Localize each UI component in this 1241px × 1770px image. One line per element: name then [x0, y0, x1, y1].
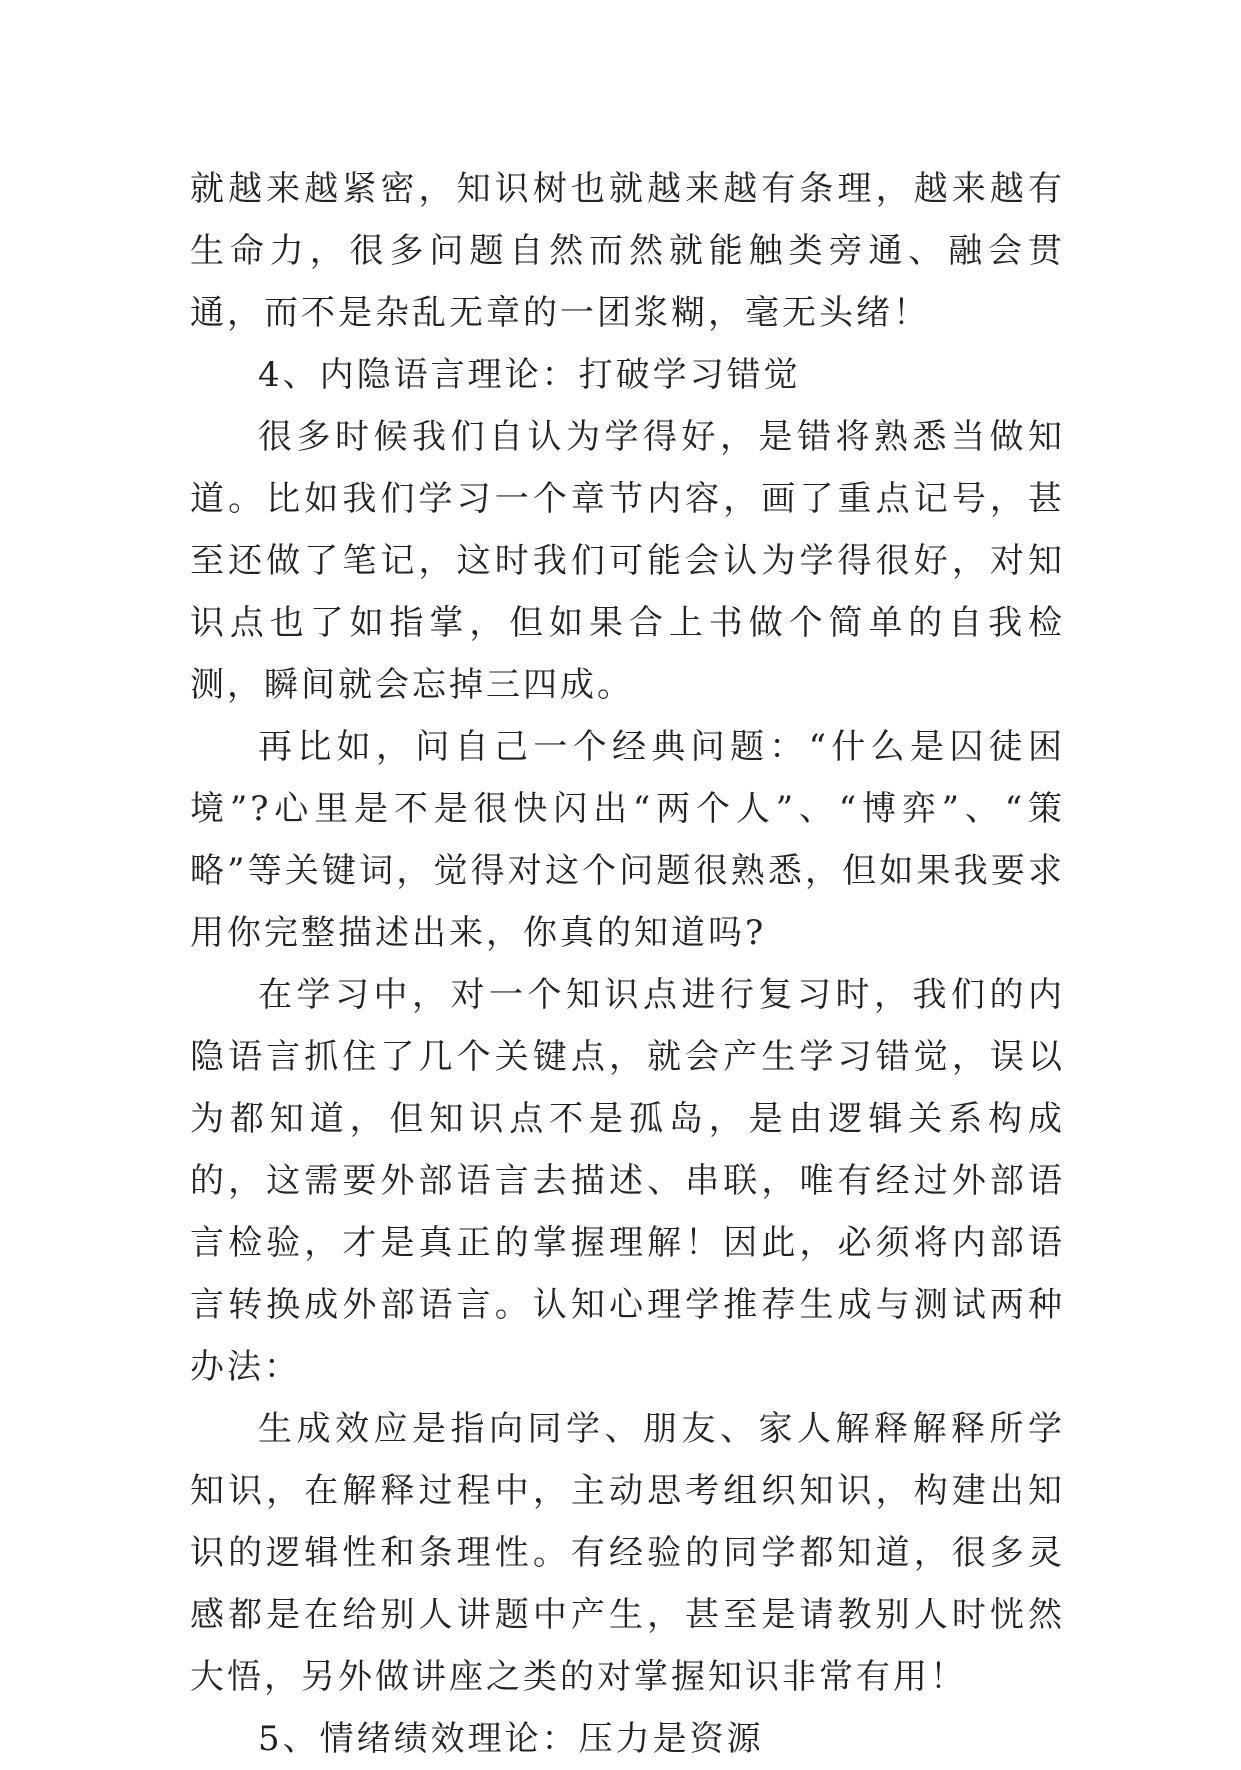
paragraph-5: 在学习中，对一个知识点进行复习时，我们的内隐语言抓住了几个关键点，就会产生学习错觉，误以为都知道，但知识点不是孤岛，是由逻辑关系构成的，这需要外部语言去描述、串联，唯有经过外部语言检验，才是真正的掌握理解！因此，必须将内部语言转换成外部语言。认知心理学推荐生成与测试两种办法： — [190, 975, 1065, 1387]
paragraph-1: 就越来越紧密，知识树也就越来越有条理，越来越有生命力，很多问题自然而然就能触类旁通、融会贯通，而不是杂乱无章的一团浆糊，毫无头绪！ — [190, 169, 1065, 333]
paragraph-6: 生成效应是指向同学、朋友、家人解释解释所学知识，在解释过程中，主动思考组织知识，构建出知识的逻辑性和条理性。有经验的同学都知道，很多灵感都是在给别人讲题中产生，甚至是请教别人时恍然大悟，另外做讲座之类的对掌握知识非常有用！ — [190, 1409, 1065, 1697]
section-heading-4: 4、内隐语言理论：打破学习错觉 — [258, 355, 801, 395]
paragraph-3: 很多时候我们自认为学得好，是错将熟悉当做知道。比如我们学习一个章节内容，画了重点记号，甚至还做了笔记，这时我们可能会认为学得很好，对知识点也了如指掌，但如果合上书做个简单的自我检测，瞬间就会忘掉三四成。 — [190, 417, 1065, 705]
body-text — [190, 158, 1065, 1770]
paragraph-4: 再比如，问自己一个经典问题：“什么是囚徒困境”?心里是不是很快闪出“两个人”、“博弈”、“策略”等关键词，觉得对这个问题很熟悉，但如果我要求用你完整描述出来，你真的知道吗? — [190, 727, 1065, 953]
section-heading-5: 5、情绪绩效理论：压力是资源 — [258, 1719, 764, 1759]
